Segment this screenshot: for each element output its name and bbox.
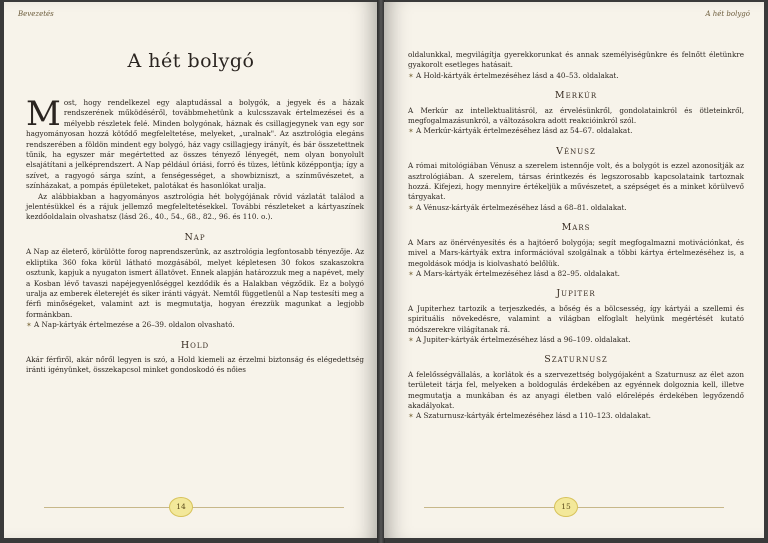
footer-rule-left <box>44 507 344 508</box>
section-body-mars: A Mars az önérvényesítés és a hajtóerő bolygója; segít megfogalmazni motivációnkat, és mivel a Mars-kártyák extra információval szolgálnak a többi kártya értelmezéséhez is, a megoldások módja is kiolvasható belőlük. <box>408 237 744 268</box>
note-text: A Vénusz-kártyák értelmezéséhez lásd a 68–81. oldalakat. <box>416 202 627 212</box>
section-note-mars <box>408 269 744 279</box>
section-body-szaturnusz: A felelősségvállalás, a korlátok és a szervezettség bolygójaként a Szaturnusz az élet azon területeit tárja fel, melyeken a boldogulás érdekében az egyénnek dolgoznia kell, illetve megmutatja a munkában és az anyagi életben való előrelépés érdekében legyőzendő akadályokat. <box>408 369 744 410</box>
section-note-hold <box>408 71 744 81</box>
section-heading-venusz: Vénusz <box>556 145 596 157</box>
section-body-jupiter: A Jupiterhez tartozik a terjeszkedés, a bőség és a bölcsesség, így kártyái a szellemi és spirituális növekedésre, valamint a világban elfoglalt helyünk megértését kutató módszerekre világítanak rá. <box>408 303 744 334</box>
drop-cap: M <box>26 94 61 134</box>
star-bullet-icon: ✶ <box>408 70 415 80</box>
section-heading-nap: Nap <box>184 231 206 243</box>
note-text: A Merkúr-kártyák értelmezéséhez lásd az 54–67. oldalakat. <box>416 126 633 136</box>
section-note-venusz <box>408 203 744 213</box>
note-text: A Szaturnusz-kártyák értelmezéséhez lásd a 110–123. oldalakat. <box>416 411 651 421</box>
note-text: A Nap-kártyák értelmezése a 26–39. oldalon olvasható. <box>34 320 235 330</box>
section-heading-merkur: Merkúr <box>554 90 598 102</box>
note-text: A Jupiter-kártyák értelmezéséhez lásd a 96–109. oldalakat. <box>416 334 631 344</box>
section-note-nap <box>26 320 364 330</box>
note-text: A Hold-kártyák értelmezéséhez lásd a 40–53. oldalakat. <box>416 70 619 80</box>
star-bullet-icon: ✶ <box>26 320 33 330</box>
chapter-title: A hét bolygó <box>127 50 255 72</box>
running-head-left: Bevezetés <box>18 10 54 18</box>
star-bullet-icon: ✶ <box>408 268 415 278</box>
star-bullet-icon: ✶ <box>408 334 415 344</box>
star-bullet-icon: ✶ <box>408 126 415 136</box>
section-heading-mars: Mars <box>561 222 591 234</box>
left-page <box>4 2 378 538</box>
page-number-right: 15 <box>561 502 571 511</box>
intro-paragraph-2: Az alábbiakban a hagyományos asztrológia hét bolygójának rövid vázlatát találod a jelentésükkel és a rájuk jellemző megfeleltetésekkel. További részleteket a kártyaszínek kezdőoldalain olvashatsz (lásd 26., 40., 54., 68., 82., 96. és 110. o.). <box>26 191 364 222</box>
section-body-venusz: A római mitológiában Vénusz a szerelem istennője volt, és a bolygót is ezzel azonosítják az asztrológiában. A szerelem, társas érintkezés és legszorosabb kapcsolataink tartoznak hozzá. Kifejezi, hogy mennyire értékeljük a művészetet, a szépséget és a minket körülvevő tárgyakat. <box>408 161 744 202</box>
section-note-merkur <box>408 126 744 136</box>
section-body-merkur: A Merkúr az intellektualitásról, az érvelésünkről, gondolatainkról és ötleteinkről, megfogalmazásunkról, a változásokra adott reakcióinkról szól. <box>408 105 744 126</box>
star-bullet-icon: ✶ <box>408 202 415 212</box>
star-bullet-icon: ✶ <box>408 411 415 421</box>
running-head-right: A hét bolygó <box>705 10 750 18</box>
right-page <box>384 2 764 538</box>
note-text: A Mars-kártyák értelmezéséhez lásd a 82–95. oldalakat. <box>416 268 620 278</box>
right-page-text <box>408 50 744 422</box>
intro-paragraph <box>26 94 364 192</box>
section-note-jupiter <box>408 335 744 345</box>
page-number-left: 14 <box>176 502 186 511</box>
section-note-szaturnusz <box>408 411 744 421</box>
page-number-badge-icon <box>554 497 578 517</box>
page-number-badge-icon <box>169 497 193 517</box>
left-page-text <box>26 94 364 376</box>
section-heading-szaturnusz: Szaturnusz <box>544 354 608 366</box>
section-heading-hold: Hold <box>180 339 210 351</box>
section-body-nap: A Nap az életerő, körülötte forog naprendszerünk, az asztrológia legfontosabb tényezője. Az ekliptika 360 foka körül látható mozgásából, melyet képletesen 30 fokos szakaszokra osztunk, kapjuk a nyugaton ismert állatövet. Ennek alapján határozzuk meg a napévet, mely a Kosban lévő tavaszi napéjegyenlőséggel kezdődik és a Halakban végződik. Ez a bolygó uralja az emberek életerejét és siker iránti vágyát. Nemtől függetlenül a Nap testesíti meg a férfi minőségeket, valamint azt is megmutatja, hogyan érezzük magunkat a legjobb formánkban. <box>26 247 364 319</box>
hold-continuation: oldalunkkal, megvilágítja gyerekkorunkat és annak személyiségünkre és felnőtt életünkre gyakorolt esetleges hatásait. <box>408 50 744 70</box>
section-body-hold: Akár férfiről, akár nőről legyen is szó, a Hold kiemeli az érzelmi biztonság és elégedettség iránti igényünket, összekapcsol minket gondoskodó és nőies <box>26 354 364 375</box>
intro-text: ost, hogy rendelkezel egy alaptudással a bolygók, a jegyek és a házak rendszerének működéséről, továbbmehetünk a kulcsszavak értelmezései és a mélyebb részletek felé. Minden bolygónak, háznak és csillagjegynek van egy sor hagyományosan hozzá kötődő megfeleltetése, melyeket, „uralnak". Az asztrológia elegáns rendszerében a földön mindent egy bolygó, ház vagy csillagjegy irányít, és bár összetettnek tűnik, ha egyszer már megértetted az összes tényező lényegét, nem olyan bonyolult elsajátítani a jelképrendszert. A Nap például óriási, forró és tüzes, létünk középpontja; így a szívet, a ragyogó sárga színt, a fenségességet, a showbizniszt, a színművészetet, a színházakat, a pompás épületeket, palotákat és hasonlókat uralja. <box>26 98 364 191</box>
section-heading-jupiter: Jupiter <box>556 288 596 300</box>
